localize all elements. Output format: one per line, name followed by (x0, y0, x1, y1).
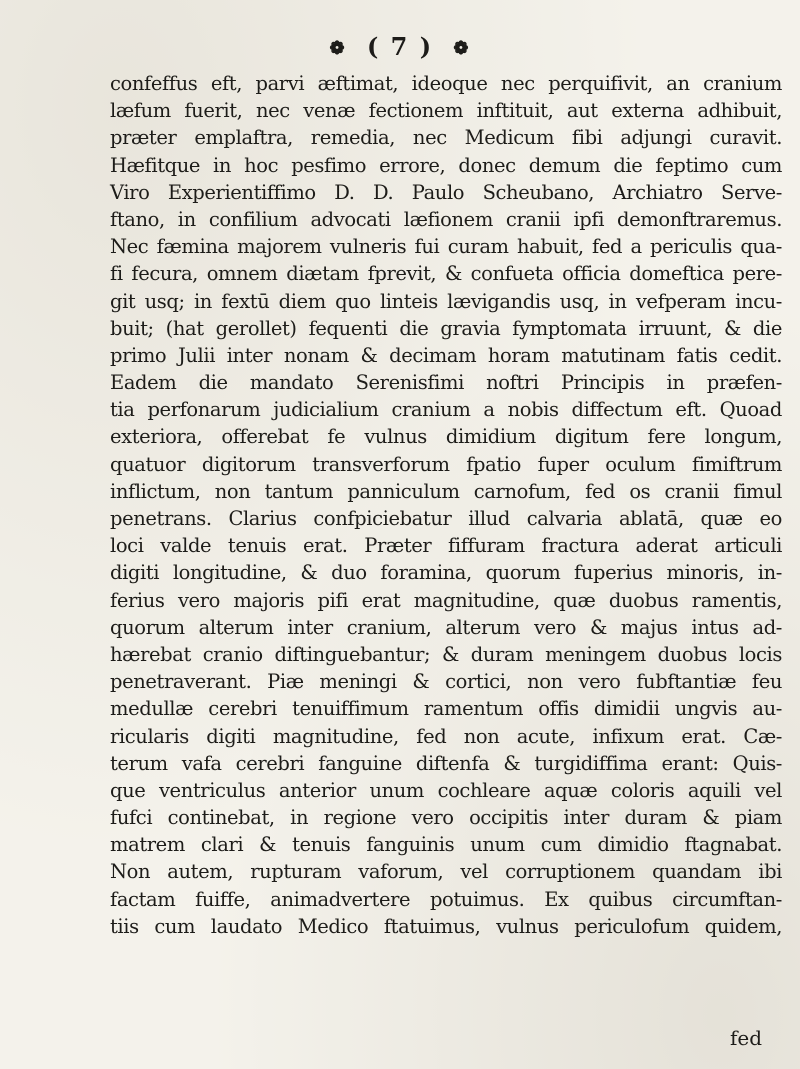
page-number: ( 7 ) (366, 32, 434, 61)
text-line: confeffus eft, parvi æftimat, ideoque nec perquifivit, an cranium (110, 72, 782, 95)
text-line: Hæfitque in hoc pesfimo errore, donec demum die feptimo cum (110, 153, 782, 177)
text-line: tiis cum laudato Medico ftatuimus, vulnus periculofum quidem, (110, 914, 782, 938)
text-line: que ventriculus anterior unum cochleare aquæ coloris aquili vel (110, 778, 782, 802)
text-line: fufci continebat, in regione vero occipitis inter duram & piam (110, 806, 782, 830)
text-line: medullæ cerebri tenuiffimum ramentum offis dimidii ungvis au- (110, 697, 782, 721)
text-line: Non autem, rupturam vaforum, vel corruptionem quandam ibi (110, 860, 782, 884)
text-line: læfum fuerit, nec venæ fectionem inftituit, aut externa adhibuit, (110, 99, 782, 123)
text-line: terum vafa cerebri fanguine diftenfa & turgidiffima erant: Quis- (110, 751, 782, 775)
text-line: tia perfonarum judicialium cranium a nobis diffectum eft. Quoad (110, 398, 782, 422)
text-line: digiti longitudine, & duo foramina, quorum fuperius minoris, in- (110, 561, 782, 585)
ornament-left-icon: ❁ (329, 38, 347, 59)
text-line: primo Julii inter nonam & decimam horam matutinam fatis cedit. (110, 343, 782, 367)
text-line: penetraverant. Piæ meningi & cortici, non vero fubftantiæ feu (110, 670, 782, 694)
text-line: Nec fæmina majorem vulneris fui curam habuit, fed a periculis qua- (110, 235, 782, 259)
text-line: Eadem die mandato Serenisfimi noftri Principis in præfen- (110, 371, 782, 395)
body-text (110, 70, 782, 940)
text-line: factam fuiffe, animadvertere potuimus. Ex quibus circumftan- (110, 887, 782, 911)
text-line: præter emplaftra, remedia, nec Medicum fibi adjungi curavit. (110, 126, 782, 150)
text-line: inflictum, non tantum panniculum carnofum, fed os cranii fimul (110, 479, 782, 503)
text-line: penetrans. Clarius confpiciebatur illud calvaria ablatā, quæ eo (110, 507, 782, 530)
text-line: git usq; in fextū diem quo linteis lævigandis usq, in vefperam incu- (110, 289, 782, 313)
text-line: loci valde tenuis erat. Præter fiffuram fractura aderat articuli (110, 534, 782, 558)
text-line: hærebat cranio diftinguebantur; & duram meningem duobus locis (110, 642, 782, 666)
text-line: exteriora, offerebat fe vulnus dimidium digitum fere longum, (110, 425, 782, 449)
text-line: matrem clari & tenuis fanguinis unum cum dimidio ftagnabat. (110, 833, 782, 857)
page-header (0, 32, 800, 61)
catchword: fed (729, 1026, 762, 1050)
text-line: ricularis digiti magnitudine, fed non acute, infixum erat. Cæ- (110, 724, 782, 748)
text-line: quatuor digitorum transverforum fpatio fuper oculum fimiftrum (110, 452, 782, 476)
text-line: fi fecura, omnem diætam fprevit, & confueta officia domeftica pere- (110, 262, 782, 286)
text-line: Viro Experientiffimo D. D. Paulo Scheubano, Archiatro Serve- (110, 180, 782, 204)
text-line: ftano, in confilium advocati læfionem cranii ipfi demonftraremus. (110, 207, 782, 231)
text-line: buit; (hat gerollet) fequenti die gravia fymptomata irruunt, & die (110, 316, 782, 340)
text-line: ferius vero majoris pifi erat magnitudine, quæ duobus ramentis, (110, 588, 782, 612)
text-line: quorum alterum inter cranium, alterum vero & majus intus ad- (110, 615, 782, 639)
ornament-right-icon: ❁ (453, 38, 471, 59)
